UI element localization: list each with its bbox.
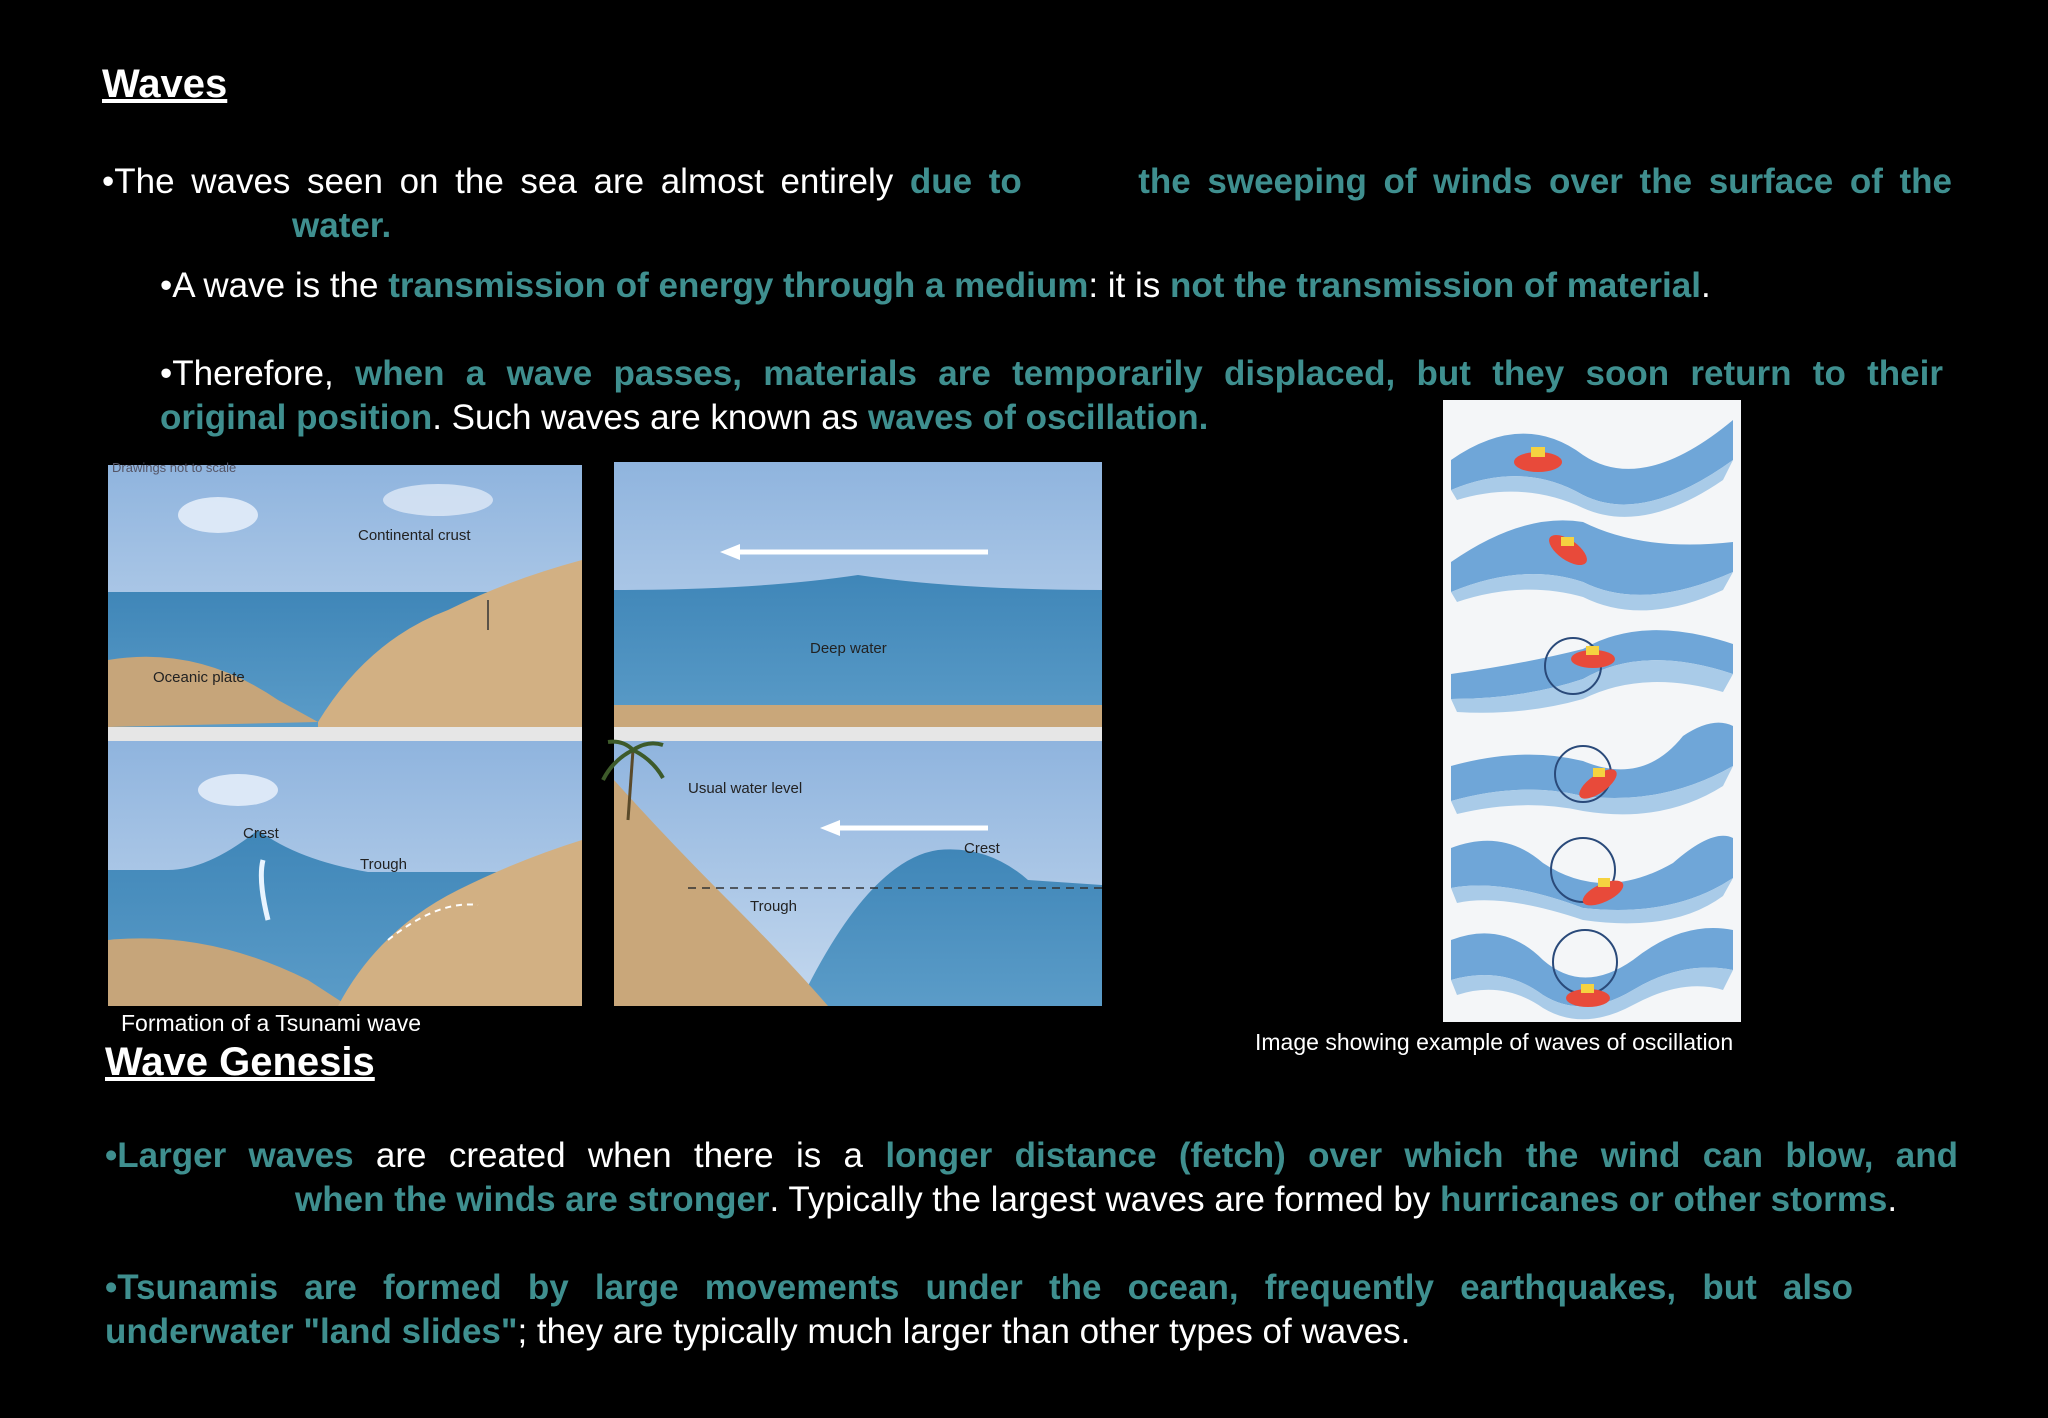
label-trough-coastal: Trough [750,898,797,915]
bullet-energy-transmission: •A wave is the transmission of energy through a medium: it is not the transmission of material. [160,266,1711,305]
label-crest-coastal: Crest [964,840,1000,857]
bullet-waves-cause: •The waves seen on the sea are almost entirely due to the sweeping of winds over the surface of the water. [102,162,1953,245]
panel-continental-crust [108,465,582,727]
panel-coastal-tsunami [603,741,1102,1006]
bullet-larger-waves: •Larger waves are created when there is a longer distance (fetch) over which the wind can blow, and when the winds are stronger. Typically the largest waves are formed by hurricanes or other storms. [105,1136,1959,1219]
panel-crest-trough [108,741,582,1006]
drawings-note: Drawings not to scale [112,460,237,475]
oscillation-figure [1443,400,1741,1022]
caption-oscillation: Image showing example of waves of oscillation [1255,1029,1734,1055]
label-oceanic-plate: Oceanic plate [153,669,245,686]
label-continental-crust: Continental crust [358,527,471,544]
label-crest: Crest [243,825,279,842]
caption-tsunami: Formation of a Tsunami wave [121,1010,421,1036]
bullet-tsunamis: •Tsunamis are formed by large movements under the ocean, frequently earthquakes, but also underwater "land slides"; they are typically much larger than other types of waves. [105,1268,1853,1351]
panel-deep-water [614,462,1102,727]
label-trough: Trough [360,856,407,873]
heading-waves: Waves [102,62,228,106]
bullet-oscillation: •Therefore, when a wave passes, materials are temporarily displaced, but they soon return to their original position. Such waves are known as waves of oscillation. [160,354,1943,437]
tsunami-figure [108,460,1104,1010]
label-deep-water: Deep water [810,640,887,657]
label-usual-water-level: Usual water level [688,780,803,797]
heading-wave-genesis: Wave Genesis [105,1040,375,1084]
bullet-mark: • [102,162,115,201]
